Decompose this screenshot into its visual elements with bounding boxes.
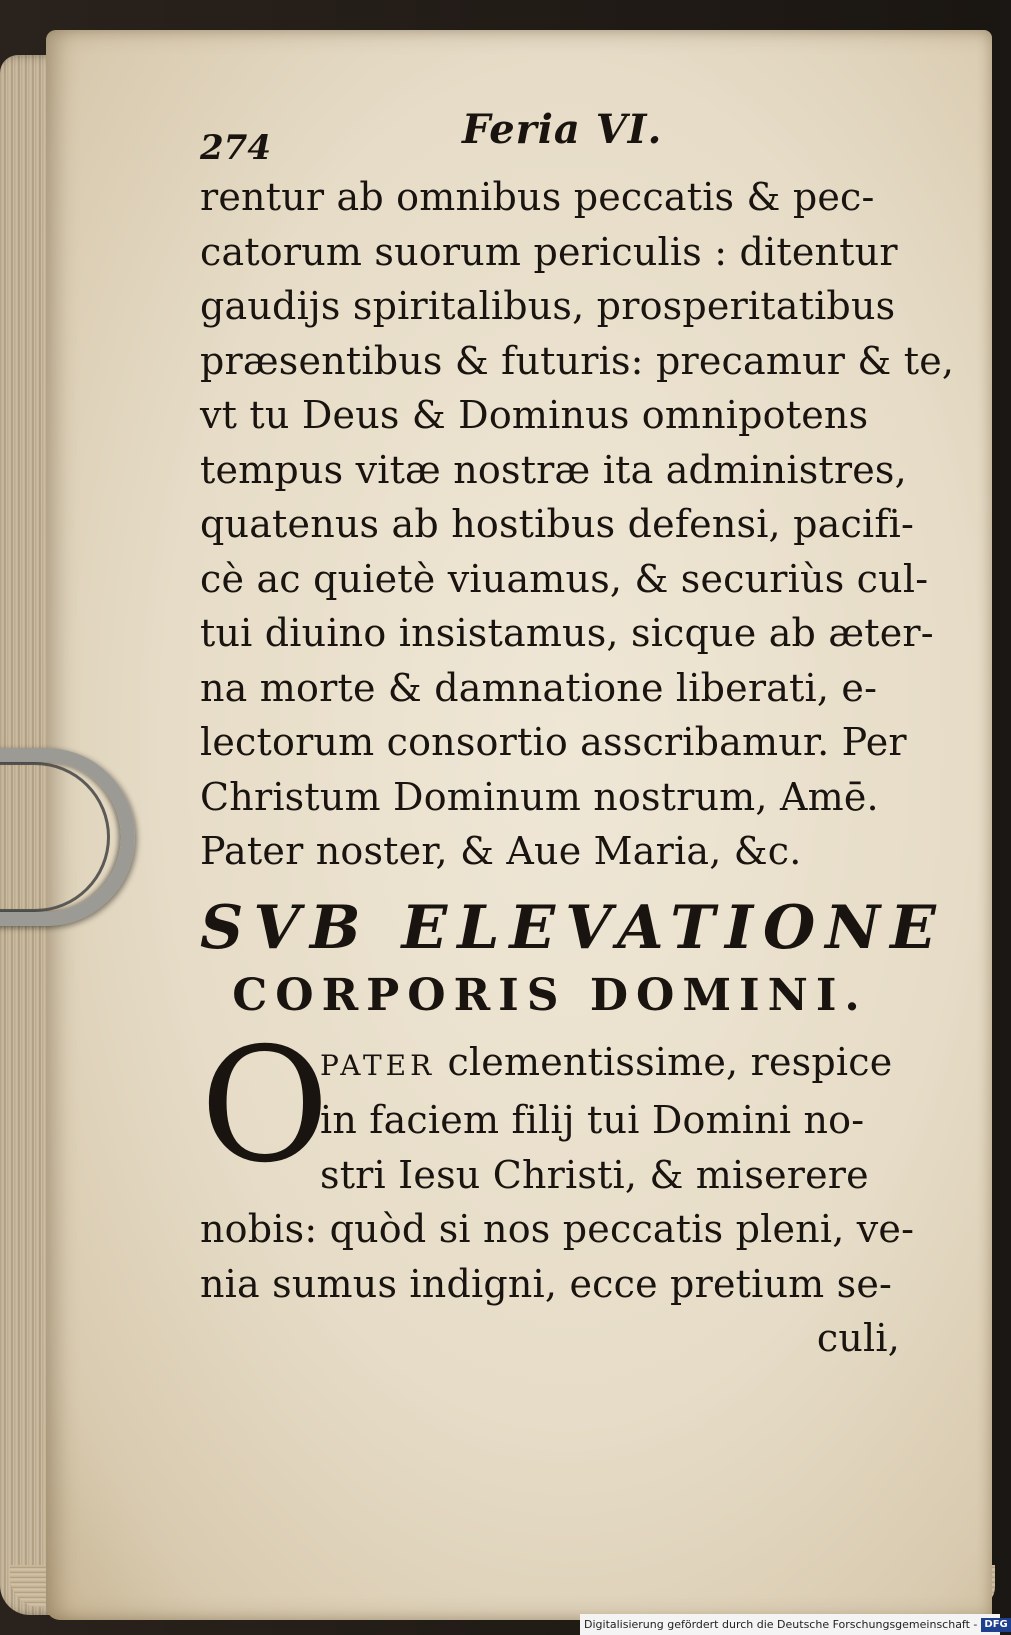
text-line: nia sumus indigni, ecce pretium se- <box>200 1261 893 1306</box>
page-number: 274 <box>200 128 271 168</box>
text-line: præsentibus & futuris: precamur & te, <box>200 338 955 383</box>
text-line: vt tu Deus & Dominus omnipotens <box>200 393 869 437</box>
text-line: Christum Dominum nostrum, Amē. <box>200 774 879 819</box>
section-heading: SVB ELEVATIONE <box>200 892 946 963</box>
text-line: nobis: quòd si nos peccatis pleni, ve- <box>200 1207 915 1251</box>
drop-cap: O <box>200 1013 330 1198</box>
page-text <box>200 100 955 1366</box>
first-word: PATER <box>320 1048 436 1082</box>
text-line: tempus vitæ nostræ ita administres, <box>200 447 907 492</box>
text-fragment: clementissime, respice <box>447 1039 893 1084</box>
section-subheading: CORPORIS DOMINI. <box>232 969 868 1021</box>
catchword: culi, <box>816 1316 900 1360</box>
text-line: lectorum consortio asscribamur. Per <box>200 720 907 764</box>
running-head <box>200 100 900 170</box>
text-line: gaudijs spiritalibus, prosperitatibus <box>200 284 896 328</box>
body-paragraph <box>200 170 955 879</box>
text-line: na morte & damnatione liberati, e- <box>200 665 878 710</box>
prayer-paragraph <box>200 1013 915 1366</box>
text-line: catorum suorum periculis : ditentur <box>200 229 898 274</box>
text-line: in faciem filij tui Domini no- <box>320 1098 865 1142</box>
text-line: quatenus ab hostibus defensi, pacifi- <box>200 502 914 546</box>
credit-text: Digitalisierung gefördert durch die Deutsche Forschungsgemeinschaft - <box>584 1618 978 1631</box>
text-line: stri Iesu Christi, & miserere <box>320 1152 869 1197</box>
text-line: Pater noster, & Aue Maria, &c. <box>200 829 802 873</box>
running-title: Feria VI. <box>462 106 663 153</box>
text-line: cè ac quietè viuamus, & securiùs cul- <box>200 556 929 601</box>
text-line: rentur ab omnibus peccatis & pec- <box>200 175 875 219</box>
dfg-logo: DFG <box>981 1618 1010 1632</box>
text-line: tui diuino insistamus, sicque ab æter- <box>200 611 934 655</box>
digitization-credit <box>580 1614 1008 1635</box>
